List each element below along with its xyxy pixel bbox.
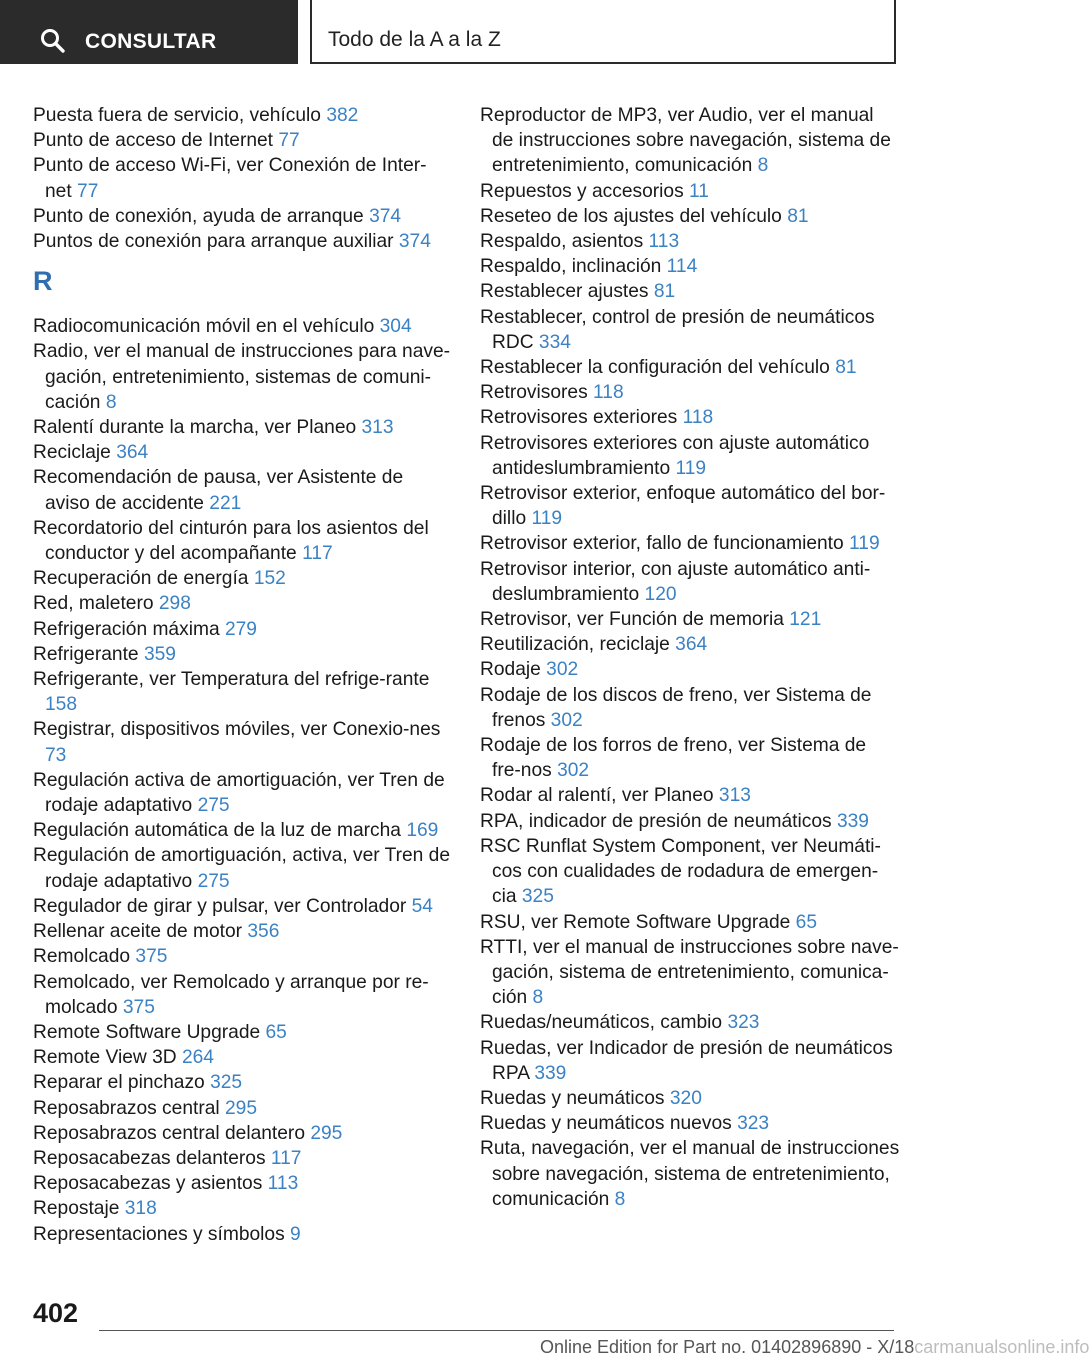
index-entry-text: Reposacabezas y asientos	[33, 1173, 263, 1195]
index-entry	[33, 818, 453, 843]
index-entry	[480, 1136, 900, 1212]
index-entry-text: RTTI, ver el manual de instrucciones sobre nave-gación, sistema de entretenimiento, comunica-ción	[480, 936, 899, 1009]
page-reference-link[interactable]: 118	[682, 407, 714, 429]
page-reference-link[interactable]: 73	[45, 744, 67, 766]
index-entry	[33, 944, 453, 969]
index-entry	[480, 481, 900, 531]
page-reference-link[interactable]: 54	[411, 895, 433, 917]
index-entry-text: Regulación de amortiguación, activa, ver Tren de rodaje adaptativo	[33, 845, 451, 892]
index-entry-text: Retrovisor, ver Función de memoria	[480, 609, 784, 631]
page-reference-link[interactable]: 302	[546, 659, 579, 681]
index-entry	[33, 1045, 453, 1070]
index-entry-text: Retrovisor interior, con ajuste automático anti-deslumbramiento	[480, 558, 871, 605]
page-reference-link[interactable]: 359	[143, 643, 176, 665]
index-entry-text: Ruedas, ver Indicador de presión de neumáticos RPA	[480, 1037, 893, 1084]
index-entry	[480, 632, 900, 657]
page-reference-link[interactable]: 113	[267, 1173, 299, 1195]
index-entry	[480, 355, 900, 380]
index-entry	[33, 1121, 453, 1146]
page-reference-link[interactable]: 364	[116, 442, 149, 464]
a-to-z-label: Todo de la A a la Z	[328, 28, 501, 51]
index-entry	[33, 591, 453, 616]
index-entry	[480, 1111, 900, 1136]
search-icon	[40, 28, 66, 54]
index-entry	[33, 415, 453, 440]
page-reference-link[interactable]: 65	[265, 1021, 287, 1043]
index-entry-text: Refrigeración máxima	[33, 618, 220, 640]
page-reference-link[interactable]: 77	[77, 180, 99, 202]
index-entry	[33, 229, 453, 254]
index-entry-text: RPA, indicador de presión de neumáticos	[480, 810, 832, 832]
index-entry	[480, 910, 900, 935]
index-entry	[33, 440, 453, 465]
index-entry-text: Reproductor de MP3, ver Audio, ver el manual de instrucciones sobre navegación, sistema de entretenimiento, comunicación	[480, 105, 891, 177]
index-entry	[480, 103, 900, 179]
page-reference-link[interactable]: 113	[648, 231, 680, 253]
index-entry	[480, 783, 900, 808]
page-reference-link[interactable]: 295	[225, 1097, 258, 1119]
index-entry	[33, 204, 453, 229]
index-entry-text: Reciclaje	[33, 442, 111, 464]
page-reference-link[interactable]: 339	[836, 810, 869, 832]
index-entry	[33, 970, 453, 1020]
index-entry-text: Refrigerante	[33, 643, 139, 665]
index-entry	[480, 254, 900, 279]
index-entry	[480, 531, 900, 556]
index-entry-text: Reutilización, reciclaje	[480, 634, 670, 656]
index-entry	[33, 642, 453, 667]
consult-label: CONSULTAR	[85, 30, 217, 53]
page-reference-link[interactable]: 375	[135, 946, 168, 968]
index-entry-text: Reposabrazos central	[33, 1097, 220, 1119]
index-entry	[33, 1070, 453, 1095]
page-reference-link[interactable]: 382	[326, 105, 359, 126]
page-reference-link[interactable]: 264	[181, 1047, 214, 1069]
page-reference-link[interactable]: 323	[737, 1113, 770, 1135]
page-reference-link[interactable]: 65	[795, 911, 818, 933]
page-reference-link[interactable]: 119	[531, 508, 563, 530]
index-entry-text: Reposabrazos central delantero	[33, 1122, 305, 1144]
page-reference-link[interactable]: 117	[302, 543, 333, 565]
index-entry-text: Restablecer ajustes	[480, 281, 649, 303]
index-entry-text: Ruedas/neumáticos, cambio	[480, 1012, 723, 1034]
page-reference-link[interactable]: 11	[689, 180, 709, 202]
index-entry-text: Registrar, dispositivos móviles, ver Conexio-nes	[33, 719, 441, 741]
page-reference-link[interactable]: 81	[835, 357, 857, 379]
index-entry-text: Rodaje de los forros de freno, ver Sistema de fre-nos	[480, 735, 867, 782]
page-reference-link[interactable]: 374	[369, 205, 402, 227]
index-entry	[33, 1171, 453, 1196]
page-reference-link[interactable]: 356	[247, 921, 280, 943]
index-entry	[480, 834, 900, 910]
index-entry	[33, 566, 453, 591]
index-entry	[480, 557, 900, 607]
index-entry	[33, 103, 453, 128]
index-entry	[33, 1196, 453, 1221]
a-to-z-tab[interactable]	[310, 0, 896, 64]
index-entry-text: Reposacabezas delanteros	[33, 1147, 266, 1169]
index-entry-text: Punto de acceso Wi-Fi, ver Conexión de Inter-net	[33, 155, 427, 202]
index-entry	[480, 305, 900, 355]
index-entry-text: Retrovisores	[480, 382, 588, 404]
index-entry-text: Remote View 3D	[33, 1047, 177, 1069]
index-entry-text: Ruedas y neumáticos nuevos	[480, 1113, 732, 1135]
index-entry-text: Punto de conexión, ayuda de arranque	[33, 205, 364, 227]
page-reference-link[interactable]: 120	[644, 583, 677, 605]
index-entry-text: Recuperación de energía	[33, 568, 249, 590]
index-entry-text: RSU, ver Remote Software Upgrade	[480, 911, 791, 933]
index-entry	[480, 179, 900, 204]
page-reference-link[interactable]: 323	[727, 1012, 760, 1034]
index-section-letter: R	[33, 266, 53, 297]
footer-edition-note	[540, 1337, 1089, 1358]
index-entry	[33, 128, 453, 153]
index-entry-text: Radiocomunicación móvil en el vehículo	[33, 316, 375, 338]
page-reference-link[interactable]: 304	[379, 316, 412, 338]
page-reference-link[interactable]: 221	[209, 492, 242, 514]
index-entry	[480, 1036, 900, 1086]
page-reference-link[interactable]: 313	[361, 417, 394, 439]
page-reference-link[interactable]: 279	[224, 618, 257, 640]
page-reference-link[interactable]: 318	[124, 1198, 157, 1220]
page-reference-link[interactable]: 302	[550, 709, 583, 731]
index-entry	[480, 431, 900, 481]
index-entry	[33, 919, 453, 944]
index-entry	[480, 809, 900, 834]
page-reference-link[interactable]: 334	[538, 331, 571, 353]
page-reference-link[interactable]: 118	[593, 382, 624, 404]
index-entry	[480, 935, 900, 1011]
index-entry-text: Representaciones y símbolos	[33, 1223, 285, 1245]
page-reference-link[interactable]: 77	[278, 130, 300, 152]
index-entry	[480, 1010, 900, 1035]
index-entry-text: Rodaje de los discos de freno, ver Sistema de frenos	[480, 684, 872, 731]
index-entry-text: Regulador de girar y pulsar, ver Controlador	[33, 895, 407, 917]
index-entry-text: Retrovisores exteriores con ajuste automático antideslumbramiento	[480, 432, 870, 479]
index-entry	[33, 667, 453, 717]
page-reference-link[interactable]: 117	[270, 1147, 302, 1169]
index-entry	[33, 717, 453, 767]
page-reference-link[interactable]: 275	[197, 795, 230, 817]
index-entry-text: Punto de acceso de Internet	[33, 130, 274, 152]
page-reference-link[interactable]: 8	[757, 155, 769, 177]
index-entry-text: Retrovisor exterior, fallo de funcionamiento	[480, 533, 844, 555]
edition-text: Online Edition for Part no. 01402896890 - X/18	[540, 1337, 915, 1357]
index-entry-text: Reseteo de los ajustes del vehículo	[480, 205, 782, 227]
page-reference-link[interactable]: 119	[675, 457, 707, 479]
index-entry	[33, 153, 453, 203]
index-entry-text: Refrigerante, ver Temperatura del refrige-rante	[33, 669, 430, 691]
top-navigation	[0, 0, 960, 66]
page-reference-link[interactable]: 364	[675, 634, 708, 656]
index-entry	[33, 894, 453, 919]
index-entry-text: Remolcado, ver Remolcado y arranque por re-molcado	[33, 971, 429, 1018]
index-entry-text: Restablecer, control de presión de neumáticos RDC	[480, 306, 875, 353]
page-reference-link[interactable]: 325	[521, 886, 554, 908]
index-column-left	[33, 103, 453, 1247]
index-entry	[33, 768, 453, 818]
index-entry-text: Retrovisor exterior, enfoque automático del bor-dillo	[480, 483, 886, 530]
index-entry-text: Ruedas y neumáticos	[480, 1087, 665, 1109]
consult-button[interactable]	[0, 0, 298, 64]
index-entry-text: Recomendación de pausa, ver Asistente de aviso de accidente	[33, 467, 404, 514]
index-entry-text: Puntos de conexión para arranque auxiliar	[33, 231, 394, 253]
index-entry-text: Regulación automática de la luz de marcha	[33, 820, 401, 842]
index-column-right	[480, 103, 900, 1212]
index-entry	[480, 1086, 900, 1111]
page-reference-link[interactable]: 81	[787, 205, 809, 227]
page-reference-link[interactable]: 8	[105, 391, 117, 413]
index-entry	[480, 279, 900, 304]
index-entry	[33, 1222, 453, 1247]
index-entry	[480, 733, 900, 783]
page-reference-link[interactable]: 8	[532, 987, 544, 1009]
index-entry-text: Remolcado	[33, 946, 131, 968]
index-entry-text: Remote Software Upgrade	[33, 1021, 261, 1043]
page-reference-link[interactable]: 8	[614, 1188, 626, 1210]
index-entry-text: Ruta, navegación, ver el manual de instrucciones sobre navegación, sistema de entretenimiento, comunicación	[480, 1138, 900, 1210]
index-entry	[33, 617, 453, 642]
index-entry	[480, 683, 900, 733]
index-entry	[480, 380, 900, 405]
index-entry	[480, 657, 900, 682]
index-entry-text: Respaldo, inclinación	[480, 256, 662, 278]
page-reference-link[interactable]: 295	[310, 1122, 343, 1144]
footer-divider	[99, 1330, 894, 1331]
index-entry	[480, 204, 900, 229]
index-entry	[33, 465, 453, 515]
page-reference-link[interactable]: 119	[849, 533, 880, 555]
index-entry-text: Repuestos y accesorios	[480, 180, 684, 202]
page-reference-link[interactable]: 121	[789, 609, 822, 631]
page-reference-link[interactable]: 114	[666, 256, 698, 278]
watermark-text: carmanualsonline.info	[914, 1337, 1089, 1357]
index-entry	[480, 607, 900, 632]
page-reference-link[interactable]: 169	[406, 820, 439, 842]
index-entry	[480, 229, 900, 254]
index-entry-text: Regulación activa de amortiguación, ver Tren de rodaje adaptativo	[33, 769, 445, 817]
index-entry	[33, 314, 453, 339]
index-entry	[33, 1096, 453, 1121]
index-entry-text: Recordatorio del cinturón para los asientos del conductor y del acompañante	[33, 517, 429, 565]
page-reference-link[interactable]: 158	[45, 694, 78, 716]
index-entry-text: Rodaje	[480, 659, 541, 681]
index-entry-text: Restablecer la configuración del vehículo	[480, 357, 830, 379]
index-entry	[33, 339, 453, 415]
index-entry	[33, 1146, 453, 1171]
page-number: 402	[33, 1298, 79, 1328]
index-entry-text: Puesta fuera de servicio, vehículo	[33, 105, 321, 126]
page-reference-link[interactable]: 325	[210, 1072, 243, 1094]
index-entry-text: Rodar al ralentí, ver Planeo	[480, 785, 714, 807]
index-entry-text: Respaldo, asientos	[480, 231, 644, 253]
page-reference-link[interactable]: 320	[669, 1087, 702, 1109]
page-reference-link[interactable]: 374	[398, 231, 431, 253]
index-entry	[33, 843, 453, 893]
index-entry-text: RSC Runflat System Component, ver Neumáti-cos con cualidades de rodadura de emergen-cia	[480, 835, 881, 908]
page-reference-link[interactable]: 298	[158, 593, 191, 615]
index-entry	[480, 405, 900, 430]
page-reference-link[interactable]: 152	[253, 568, 286, 590]
index-entry-text: Retrovisores exteriores	[480, 407, 678, 429]
index-entry-text: Ralentí durante la marcha, ver Planeo	[33, 417, 357, 439]
index-entry	[33, 516, 453, 566]
index-entry-text: Red, maletero	[33, 593, 154, 615]
index-entry-text: Repostaje	[33, 1198, 120, 1220]
page-reference-link[interactable]: 81	[653, 281, 676, 303]
index-entry-text: Rellenar aceite de motor	[33, 921, 243, 943]
index-entry-text: Radio, ver el manual de instrucciones para nave-gación, entretenimiento, sistemas de comuni-cación	[33, 341, 451, 413]
page-reference-link[interactable]: 9	[290, 1223, 301, 1245]
index-entry-text: Reparar el pinchazo	[33, 1072, 205, 1094]
page-reference-link[interactable]: 302	[557, 760, 590, 782]
page-reference-link[interactable]: 339	[534, 1062, 567, 1084]
page-reference-link[interactable]: 275	[197, 870, 230, 892]
page-reference-link[interactable]: 375	[122, 996, 155, 1018]
index-entry	[33, 1020, 453, 1045]
page-reference-link[interactable]: 313	[718, 785, 751, 807]
